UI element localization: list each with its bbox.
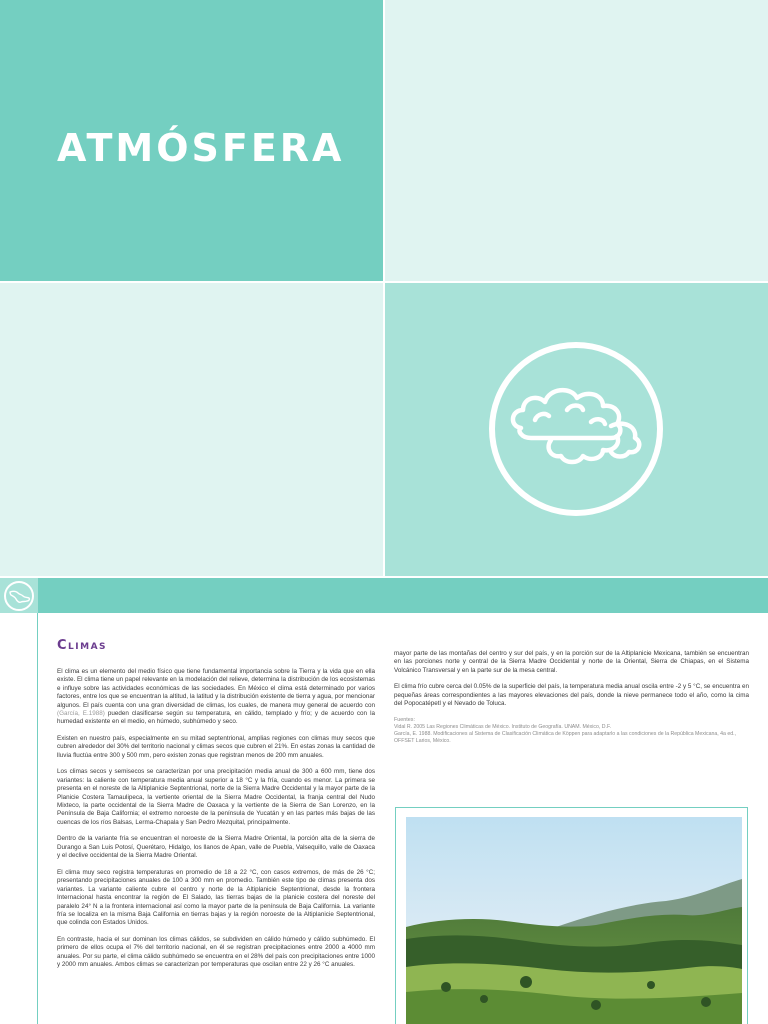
section-title: Climas xyxy=(57,638,108,653)
right-text-column xyxy=(394,650,749,745)
mexico-map-icon xyxy=(9,589,31,605)
paragraph-6: En contraste, hacia el sur dominan los climas cálidos, se subdividen en cálido húmedo y cálido subhúmedo. El primero de ellos ocupa el 7% del territorio nacional, en él se registran precipitaciones entre 2000 a 4000 mm anuales. Por su parte, el clima cálido subhúmedo se encuentra en el 28% del país con precipitaciones entre 1000 y 2000 mm anuales. Ambos climas se caracterizan por temperaturas que oscilan entre 22 y 26 °C anuales. xyxy=(57,935,375,969)
paragraph-2: Existen en nuestro país, especialmente en su mitad septentrional, amplias regiones con climas muy secos que cubren alrededor del 30% del territorio nacional y climas secos que cubren el 21%. En estas zonas la cantidad de lluvia fluctúa entre 300 y 500 mm, pero existen zonas que registran menos de 200 mm anuales. xyxy=(57,735,375,759)
paragraph-7: mayor parte de las montañas del centro y sur del país, y en la porción sur de la Altiplanicie Mexicana, también se encuentran en las porciones norte y central de la Sierra Madre Occidental y norte de la Oriental, Sierra de Chiapas, en el Sistema Volcánico Transversal y en la parte sur de la mesa central. xyxy=(394,650,749,674)
paragraph-8: El clima frío cubre cerca del 0.05% de la superficie del país, la temperatura media anual oscila entre -2 y 5 °C, se encuentra en pequeñas áreas correspondientes a las mayores elevaciones del país, donde la nieve permanece todo el año, como la cima del Popocatépetl y el Nevado de Toluca. xyxy=(394,683,749,708)
paragraph-4: Dentro de la variante fría se encuentran el noroeste de la Sierra Madre Oriental, la porción alta de la sierra de Durango a San Luis Potosí, Querétaro, Hidalgo, los llanos de Apan, valle de Puebla, Valsequillo, valle de Oaxaca y el declive occidental de la Sierra Madre Oriental. xyxy=(57,835,375,860)
margin-rule xyxy=(37,613,38,1024)
landscape-photo xyxy=(406,817,742,1024)
header-tile-pale xyxy=(385,0,768,281)
sources-title: Fuentes: xyxy=(394,716,415,723)
middle-tile-pale xyxy=(0,283,383,576)
paragraph-3: Los climas secos y semisecos se caracterizan por una precipitación media anual de 300 a 600 mm, tiene dos variantes: la caliente con temperatura media anual superior a 18 °C y la fría, cuando es menor. La primera se presenta en el noreste de la Altiplanicie Septentrional, norte de la Sierra Madre Occidental y la mayor parte de la Planicie Costera Tamaulipeca, la vertiente oriental de la Sierra Madre Occidental, la franja central del Nudo Mixteco, la parte occidental de la Sierra Madre de Oaxaca y la vertiente de la Sierra de San Lorenzo, en la Península de Baja California; el extremo noroeste de la península de Yucatán y en las partes más bajas de las cuencas de los ríos Balsas, Lerma-Chapala y San Pedro Mezquital, principalmente. xyxy=(57,768,375,826)
paragraph-1-text: El clima es un elemento del medio físico que tiene fundamental importancia sobre la Tierra y la vida que en ella existe. El clima tiene un papel relevante en la modelación del relieve, determina la distribución de los ecosistemas e influye sobre las actividades económicas de las sociedades. En México el clima está determinado por varios factores, entre los que se encuentran la altitud, la latitud y la distribución existente de tierra y agua, por mencionar algunos. El país cuenta con una gran diversidad de climas, los cuales, de manera muy general de acuerdo con xyxy=(57,668,375,709)
source-2: García, E. 1988. Modificaciones al Sistema de Clasificación Climática de Köppen para adaptarlo a las condiciones de la República Mexicana, 4a ed., OFFSET Larios, México. xyxy=(394,730,736,744)
page-title: ATMÓSFERA xyxy=(57,126,345,170)
cloud-icon xyxy=(507,380,645,470)
citation: (García, E.1988) xyxy=(57,710,105,718)
cloud-emblem xyxy=(489,342,663,516)
source-1: Vidal R. 2005 Las Regiones Climáticas de México. Instituto de Geografía. UNAM. México, D.F. xyxy=(394,723,612,730)
sources-block xyxy=(394,717,749,745)
paragraph-1-text-end: pueden clasificarse según su temperatura, en cálido, templado y frío; y de acuerdo con la humedad existente en el medio, en húmedo, subhúmedo y seco. xyxy=(57,710,375,726)
map-emblem xyxy=(4,581,34,611)
section-band xyxy=(0,578,768,613)
paragraph-1 xyxy=(57,668,375,727)
paragraph-5: El clima muy seco registra temperaturas en promedio de 18 a 22 °C, con casos extremos, de más de 26 °C; presentando precipitaciones anuales de 100 a 300 mm en promedio. También este tipo de climas presenta dos variantes. La variante caliente cubre el centro y norte de la Altiplanicie Septentrional, desde la frontera Internacional hasta encontrar la región de El Salado, las tierras bajas de la planicie costera del noreste del paralelo 24° N a la frontera internacional así como la mayor parte de la península de Baja California. La variante fría se localiza en la misma Baja California en tierras bajas y la región noroeste de la Altiplanicie Septentrional, que colinda con Estados Unidos. xyxy=(57,868,375,927)
left-text-column xyxy=(57,668,375,978)
